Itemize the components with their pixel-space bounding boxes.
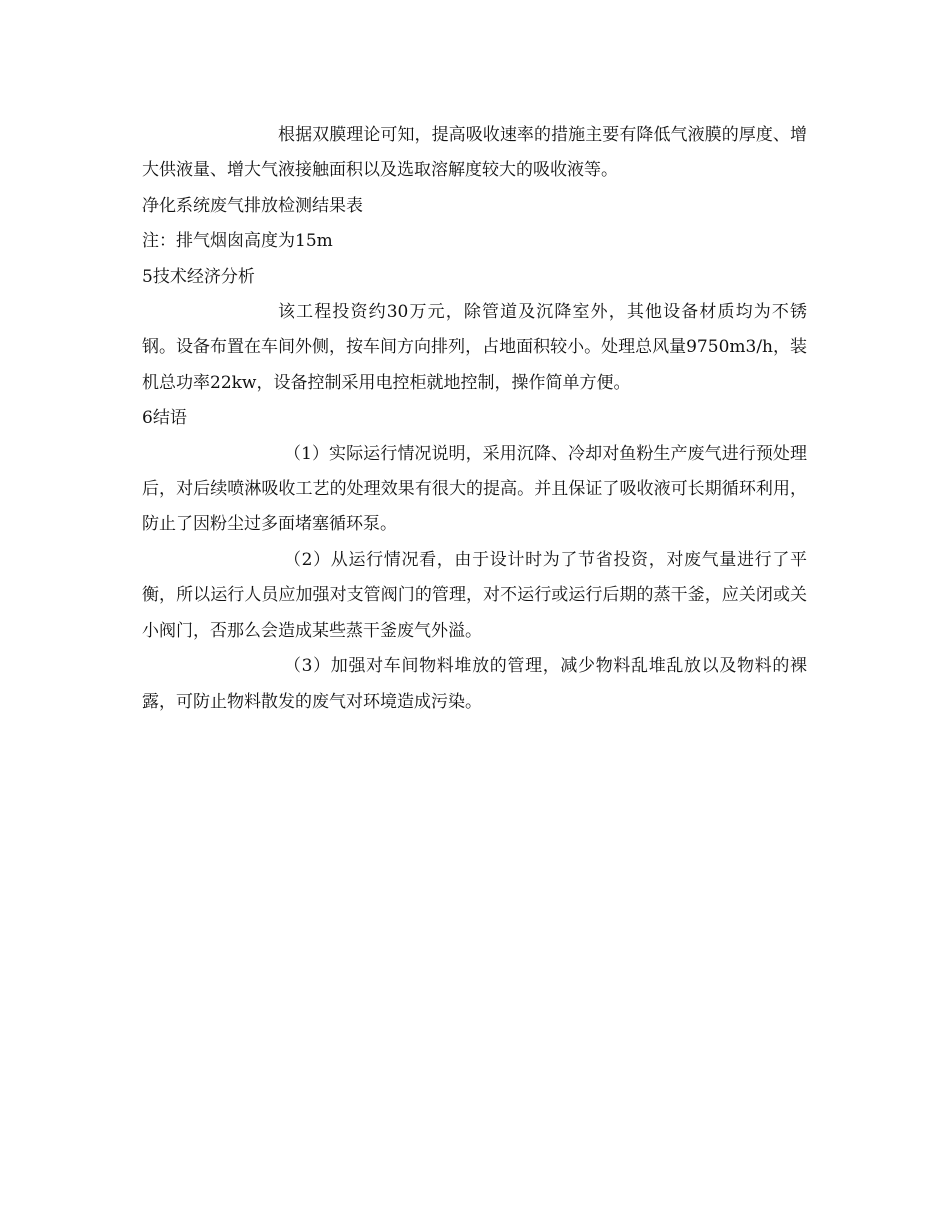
conclusion-item-2: （2）从运行情况看，由于设计时为了节省投资，对废气量进行了平衡，所以运行人员应加强对支管阀门的管理，对不运行或运行后期的蒸干釜，应关闭或关小阀门，否那么会造成某些蒸干釜废气外溢。: [142, 549, 807, 641]
table-note: 注：排气烟囱高度为15m: [142, 231, 333, 252]
document-body: [142, 118, 807, 720]
section-heading-conclusion: 6结语: [142, 408, 187, 429]
conclusion-item-1: （1）实际运行情况说明，采用沉降、冷却对鱼粉生产废气进行预处理后，对后续喷淋吸收工艺的处理效果有很大的提高。并且保证了吸收液可长期循环利用，防止了因粉尘过多面堵塞循环泵。: [142, 443, 807, 535]
conclusion-item-3: （3）加强对车间物料堆放的管理，减少物料乱堆乱放以及物料的裸露，可防止物料散发的废气对环境造成污染。: [142, 656, 807, 712]
table-caption: 净化系统废气排放检测结果表: [142, 195, 363, 216]
section-heading-economic-analysis: 5技术经济分析: [142, 266, 255, 287]
paragraph-double-film-theory: 根据双膜理论可知，提高吸收速率的措施主要有降低气液膜的厚度、增大供液量、增大气液接触面积以及选取溶解度较大的吸收液等。: [142, 125, 807, 181]
paragraph-investment: 该工程投资约30万元，除管道及沉降室外，其他设备材质均为不锈钢。设备布置在车间外侧，按车间方向排列，占地面积较小。处理总风量9750m3/h，装机总功率22kw，设备控制采用电控柜就地控制，操作简单方便。: [142, 302, 807, 393]
